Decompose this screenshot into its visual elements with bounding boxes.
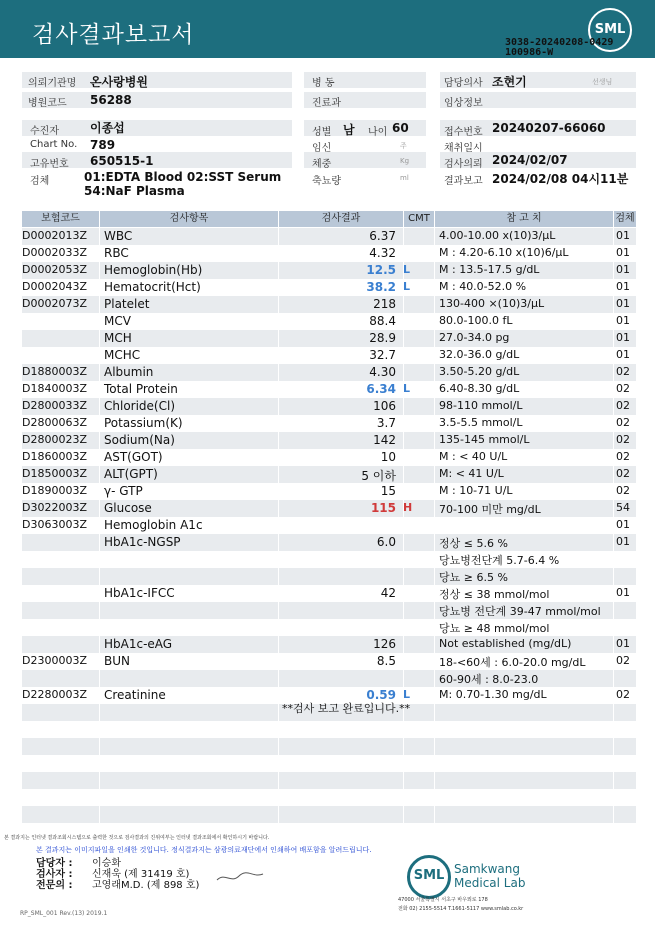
column-divider xyxy=(99,211,100,839)
row-insurance-code: D1880003Z xyxy=(22,365,87,378)
col-header-ref: 참 고 치 xyxy=(435,211,613,227)
row-reference-range: 98-110 mmol/L xyxy=(439,399,523,412)
row-specimen: 01 xyxy=(616,280,630,293)
row-flag: L xyxy=(403,280,411,293)
column-divider xyxy=(434,211,435,839)
report-id xyxy=(505,38,613,58)
hospital-code-label: 병원코드 xyxy=(28,98,67,109)
row-reference-range: 27.0-34.0 pg xyxy=(439,331,510,344)
row-specimen: 01 xyxy=(616,518,630,531)
row-reference-range: 당뇨 ≥ 6.5 % xyxy=(439,571,508,584)
row-test-item: Creatinine xyxy=(104,688,166,702)
urine-unit: ml xyxy=(400,174,409,182)
row-reference-range: M: < 41 U/L xyxy=(439,467,504,480)
row-specimen: 02 xyxy=(616,382,630,395)
row-specimen: 54 xyxy=(616,501,630,514)
row-test-item: Potassium(K) xyxy=(104,416,183,430)
row-result: 10 xyxy=(380,450,396,464)
clinical-label: 임상정보 xyxy=(444,98,483,109)
col-header-item: 검사항목 xyxy=(100,211,278,227)
row-insurance-code: D2300003Z xyxy=(22,654,87,667)
row-reference-range: 18-<60세 : 6.0-20.0 mg/dL xyxy=(439,656,586,669)
company-name-2: Medical Lab xyxy=(454,876,526,890)
row-specimen: 02 xyxy=(616,399,630,412)
row-specimen: 01 xyxy=(616,263,630,276)
specimen-value-1: 01:EDTA Blood 02:SST Serum xyxy=(84,170,282,184)
staff-role-1: 담당자 : xyxy=(36,858,73,869)
row-reference-range: 당뇨병전단계 5.7-6.4 % xyxy=(439,554,560,567)
row-result: 142 xyxy=(373,433,396,447)
row-specimen: 01 xyxy=(616,331,630,344)
row-specimen: 01 xyxy=(616,297,630,310)
row-test-item: HbA1c-eAG xyxy=(104,637,173,651)
urine-label: 축뇨량 xyxy=(312,176,341,187)
column-divider xyxy=(278,211,279,839)
sex-label: 성별 xyxy=(312,127,332,138)
report-id-line-1: 3038-20240208-0429 xyxy=(505,37,614,48)
age-value: 60 xyxy=(392,121,409,135)
preg-label: 임신 xyxy=(312,143,332,154)
request-value: 2024/02/07 xyxy=(492,153,568,167)
row-test-item: BUN xyxy=(104,654,130,668)
row-test-item: Hemoglobin A1c xyxy=(104,518,203,532)
row-test-item: Hemoglobin(Hb) xyxy=(104,263,203,277)
row-result: 0.59 xyxy=(366,688,396,702)
table-row-stripe xyxy=(22,568,636,585)
row-test-item: HbA1c-IFCC xyxy=(104,586,175,600)
unique-value: 650515-1 xyxy=(90,154,154,168)
weight-unit: Kg xyxy=(400,157,410,165)
row-reference-range: 당뇨 ≥ 48 mmol/mol xyxy=(439,622,550,635)
row-reference-range: M: 0.70-1.30 mg/dL xyxy=(439,688,547,701)
doctor-value: 조현기 xyxy=(492,75,527,89)
patient-value: 이종섭 xyxy=(90,121,125,135)
col-header-spec: 검체 xyxy=(614,211,636,227)
receipt-value: 20240207-66060 xyxy=(492,121,606,135)
row-test-item: AST(GOT) xyxy=(104,450,163,464)
staff-role-2: 검사자 : xyxy=(36,869,73,880)
report-title: 검사결과보고서 xyxy=(32,22,195,48)
row-specimen: 02 xyxy=(616,433,630,446)
row-result: 8.5 xyxy=(376,654,396,668)
company-address: 47000 서울특별시 서초구 바우뫼로 178 xyxy=(398,897,488,903)
notice-small: 본 결과지는 인터넷 결과조회시스템으로 출력한 것으로 검사결과의 진위여부는 인터넷 결과조회에서 확인하시기 바랍니다. xyxy=(4,835,270,841)
row-insurance-code: D0002073Z xyxy=(22,297,87,310)
row-test-item: HbA1c-NGSP xyxy=(104,535,181,549)
row-specimen: 01 xyxy=(616,229,630,242)
row-specimen: 02 xyxy=(616,467,630,480)
column-divider xyxy=(403,211,404,839)
table-row-stripe xyxy=(22,772,636,789)
request-label: 검사의뢰 xyxy=(444,159,483,170)
unique-label: 고유번호 xyxy=(30,159,69,170)
specimen-value-2: 54:NaF Plasma xyxy=(84,184,185,198)
company-phone: 전화 02) 2155-5514 T.1661-5117 www.smlab.co.kr xyxy=(398,906,524,912)
institution-label: 의뢰기관명 xyxy=(28,78,77,89)
row-insurance-code: D1860003Z xyxy=(22,450,87,463)
age-label: 나이 xyxy=(368,127,388,138)
row-insurance-code: D0002013Z xyxy=(22,229,87,242)
row-reference-range: 3.5-5.5 mmol/L xyxy=(439,416,523,429)
weight-label: 체중 xyxy=(312,159,332,170)
row-specimen: 02 xyxy=(616,654,630,667)
row-specimen: 02 xyxy=(616,484,630,497)
row-insurance-code: D2280003Z xyxy=(22,688,87,701)
staff-name-2: 신재욱 (제 31419 호) xyxy=(92,869,190,880)
chart-label: Chart No. xyxy=(30,139,78,150)
row-insurance-code: D0002053Z xyxy=(22,263,87,276)
row-result: 6.34 xyxy=(366,382,396,396)
row-reference-range: 130-400 ×(10)3/μL xyxy=(439,297,545,310)
row-result: 126 xyxy=(373,637,396,651)
row-insurance-code: D0002033Z xyxy=(22,246,87,259)
institution-value: 온사랑병원 xyxy=(90,75,148,89)
row-result: 5 이하 xyxy=(361,469,396,483)
row-result: 4.32 xyxy=(369,246,396,260)
signature-scribble xyxy=(215,868,265,886)
sex-value: 남 xyxy=(343,123,355,137)
row-reference-range: M : < 40 U/L xyxy=(439,450,508,463)
row-reference-range: 80.0-100.0 fL xyxy=(439,314,513,327)
row-flag: H xyxy=(403,501,413,514)
row-specimen: 01 xyxy=(616,246,630,259)
row-insurance-code: D2800033Z xyxy=(22,399,87,412)
collect-label: 채취일시 xyxy=(444,143,483,154)
report-value: 2024/02/08 04시11분 xyxy=(492,172,629,186)
patient-label: 수진자 xyxy=(30,126,59,137)
row-test-item: Chloride(Cl) xyxy=(104,399,176,413)
row-reference-range: 정상 ≤ 38 mmol/mol xyxy=(439,588,550,601)
row-specimen: 01 xyxy=(616,637,630,650)
row-test-item: MCH xyxy=(104,331,132,345)
row-reference-range: 70-100 미만 mg/dL xyxy=(439,503,541,516)
specimen-label: 검체 xyxy=(30,176,50,187)
form-id: RP_SML_001 Rev.(13) 2019.1 xyxy=(20,910,108,917)
row-result: 6.0 xyxy=(376,535,396,549)
row-insurance-code: D1890003Z xyxy=(22,484,87,497)
row-reference-range: M : 13.5-17.5 g/dL xyxy=(439,263,540,276)
staff-name-3: 고영래M.D. (제 898 호) xyxy=(92,880,200,891)
row-insurance-code: D1850003Z xyxy=(22,467,87,480)
row-reference-range: M : 10-71 U/L xyxy=(439,484,513,497)
row-reference-range: 4.00-10.00 x(10)3/μL xyxy=(439,229,556,242)
row-specimen: 01 xyxy=(616,314,630,327)
col-header-result: 검사결과 xyxy=(279,211,403,227)
row-reference-range: Not established (mg/dL) xyxy=(439,637,572,650)
row-insurance-code: D2800063Z xyxy=(22,416,87,429)
row-test-item: WBC xyxy=(104,229,133,243)
ward-label: 병 동 xyxy=(312,78,335,89)
row-result: 42 xyxy=(380,586,396,600)
row-specimen: 02 xyxy=(616,450,630,463)
row-insurance-code: D1840003Z xyxy=(22,382,87,395)
row-reference-range: M : 4.20-6.10 x(10)6/μL xyxy=(439,246,569,259)
row-reference-range: 3.50-5.20 g/dL xyxy=(439,365,520,378)
row-reference-range: 60-90세 : 8.0-23.0 xyxy=(439,673,539,686)
row-result: 3.7 xyxy=(376,416,396,430)
row-test-item: Hematocrit(Hct) xyxy=(104,280,201,294)
row-reference-range: M : 40.0-52.0 % xyxy=(439,280,527,293)
row-result: 4.30 xyxy=(369,365,396,379)
row-result: 106 xyxy=(373,399,396,413)
row-flag: L xyxy=(403,263,411,276)
row-test-item: MCHC xyxy=(104,348,141,362)
row-test-item: Albumin xyxy=(104,365,154,379)
row-test-item: Total Protein xyxy=(104,382,178,396)
row-reference-range: 당뇨병 전단계 39-47 mmol/mol xyxy=(439,605,601,618)
row-specimen: 02 xyxy=(616,365,630,378)
row-result: 32.7 xyxy=(369,348,396,362)
row-result: 88.4 xyxy=(369,314,396,328)
report-end-note: **검사 보고 완료입니다.** xyxy=(282,702,411,715)
row-test-item: ALT(GPT) xyxy=(104,467,158,481)
column-divider xyxy=(613,211,614,839)
dept-label: 진료과 xyxy=(312,98,341,109)
row-insurance-code: D3022003Z xyxy=(22,501,87,514)
row-result: 218 xyxy=(373,297,396,311)
report-label: 결과보고 xyxy=(444,176,483,187)
row-flag: L xyxy=(403,382,411,395)
row-reference-range: 정상 ≤ 5.6 % xyxy=(439,537,508,550)
row-result: 38.2 xyxy=(366,280,396,294)
row-insurance-code: D3063003Z xyxy=(22,518,87,531)
row-test-item: Sodium(Na) xyxy=(104,433,175,447)
row-reference-range: 6.40-8.30 g/dL xyxy=(439,382,520,395)
footer-sml-logo: SML xyxy=(407,855,451,899)
row-result: 115 xyxy=(370,501,396,515)
table-row-stripe xyxy=(22,670,636,687)
col-header-cmt: CMT xyxy=(404,211,434,227)
row-result: 12.5 xyxy=(366,263,396,277)
patient-row-bg xyxy=(22,120,292,136)
row-specimen: 02 xyxy=(616,688,630,701)
row-reference-range: 32.0-36.0 g/dL xyxy=(439,348,520,361)
company-name-1: Samkwang xyxy=(454,862,520,876)
table-row-stripe xyxy=(22,806,636,823)
row-test-item: MCV xyxy=(104,314,131,328)
row-specimen: 01 xyxy=(616,348,630,361)
row-test-item: γ- GTP xyxy=(104,484,143,498)
col-header-code: 보험코드 xyxy=(22,211,99,227)
doctor-suffix: 선생님 xyxy=(592,78,613,86)
row-reference-range: 135-145 mmol/L xyxy=(439,433,530,446)
row-flag: L xyxy=(403,688,411,701)
receipt-label: 접수번호 xyxy=(444,127,483,138)
row-insurance-code: D2800023Z xyxy=(22,433,87,446)
row-specimen: 01 xyxy=(616,535,630,548)
row-result: 28.9 xyxy=(369,331,396,345)
preg-unit: 주 xyxy=(400,142,407,150)
row-specimen: 02 xyxy=(616,416,630,429)
row-result: 6.37 xyxy=(369,229,396,243)
row-test-item: Platelet xyxy=(104,297,150,311)
row-result: 15 xyxy=(380,484,396,498)
row-specimen: 01 xyxy=(616,586,630,599)
hospital-code-value: 56288 xyxy=(90,93,132,107)
notice-main: 본 결과지는 이미지파일을 인쇄한 것입니다. 정식결과지는 삼광의료재단에서 인쇄하여 배포함을 알려드립니다. xyxy=(36,846,372,854)
staff-name-1: 이승화 xyxy=(92,858,121,869)
sml-logo: SML xyxy=(588,8,632,52)
row-test-item: RBC xyxy=(104,246,129,260)
row-test-item: Glucose xyxy=(104,501,152,515)
staff-role-3: 전문의 : xyxy=(36,880,73,891)
doctor-label: 담당의사 xyxy=(444,78,483,89)
chart-value: 789 xyxy=(90,138,116,152)
row-insurance-code: D0002043Z xyxy=(22,280,87,293)
table-row-stripe xyxy=(22,738,636,755)
report-id-line-2: 100986-W xyxy=(505,47,554,58)
